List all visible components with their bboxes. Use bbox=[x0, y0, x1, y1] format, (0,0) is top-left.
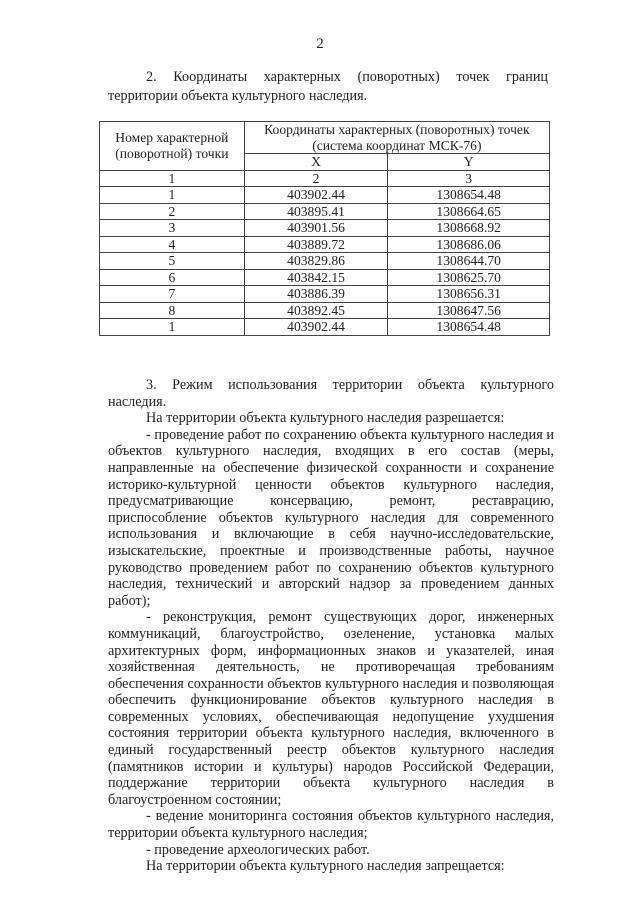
point-number: 1 bbox=[100, 319, 245, 336]
point-number: 4 bbox=[100, 236, 245, 253]
x-coordinate: 403902.44 bbox=[244, 187, 388, 204]
y-coordinate: 1308654.48 bbox=[388, 319, 550, 336]
x-coordinate: 403895.41 bbox=[244, 203, 388, 220]
header-coordinates-group: Координаты характерных (поворотных) точек (система координат МСК-76) bbox=[244, 122, 549, 154]
point-number: 3 bbox=[100, 220, 245, 237]
table-row bbox=[100, 286, 550, 303]
point-number: 7 bbox=[100, 286, 245, 303]
table-row bbox=[100, 220, 550, 237]
table-row bbox=[100, 319, 550, 336]
x-coordinate: 403842.15 bbox=[244, 269, 388, 286]
y-coordinate: 1308656.31 bbox=[388, 286, 550, 303]
table-row bbox=[100, 302, 550, 319]
coordinates-table bbox=[99, 121, 550, 336]
prohibited-intro: На территории объекта культурного наследия запрещается: bbox=[146, 858, 505, 875]
allowed-item: - ведение мониторинга состояния объектов культурного наследия, территории объекта культурного наследия; bbox=[108, 808, 554, 842]
x-coordinate: 403892.45 bbox=[244, 302, 388, 319]
point-number: 2 bbox=[100, 203, 245, 220]
y-coordinate: 1308625.70 bbox=[388, 269, 550, 286]
table-row bbox=[100, 269, 550, 286]
y-coordinate: 1308644.70 bbox=[388, 253, 550, 270]
x-coordinate: 403902.44 bbox=[244, 319, 388, 336]
header-point-number: Номер характерной (поворотной) точки bbox=[100, 122, 245, 171]
x-coordinate: 403889.72 bbox=[244, 236, 388, 253]
y-coordinate: 1308647.56 bbox=[388, 302, 550, 319]
section-2-heading: 2. Координаты характерных (поворотных) точек границ территории объекта культурного наследия. bbox=[108, 69, 548, 104]
index-cell: 3 bbox=[388, 170, 550, 187]
y-coordinate: 1308668.92 bbox=[388, 220, 550, 237]
header-x: X bbox=[244, 154, 388, 171]
y-coordinate: 1308664.65 bbox=[388, 203, 550, 220]
x-coordinate: 403886.39 bbox=[244, 286, 388, 303]
point-number: 5 bbox=[100, 253, 245, 270]
index-cell: 2 bbox=[244, 170, 388, 187]
index-cell: 1 bbox=[100, 170, 245, 187]
x-coordinate: 403829.86 bbox=[244, 253, 388, 270]
section-3-heading: 3. Режим использования территории объекта культурного наследия. bbox=[108, 377, 554, 410]
x-coordinate: 403901.56 bbox=[244, 220, 388, 237]
table-index-row bbox=[100, 170, 550, 187]
section-3-body bbox=[108, 377, 554, 875]
table-row bbox=[100, 203, 550, 220]
header-y: Y bbox=[388, 154, 550, 171]
allowed-item: - реконструкция, ремонт существующих дорог, инженерных коммуникаций, благоустройство, озеленение, установка малых архитектурных форм, информационных знаков и указателей, иная хозяйственная деятельность, не противоречащая требованиям обеспечения сохранности объектов культурного наследия и позволяющая обеспечить функционирование объектов культурного наследия в современных условиях, обеспечивающая недопущение ухудшения состояния территории объекта культурного наследия, включенного в единый государственный реестр объектов культурного наследия (памятников истории и культуры) народов Российской Федерации, поддержание территории объекта культурного наследия в благоустроенном состоянии; bbox=[108, 609, 554, 808]
y-coordinate: 1308686.06 bbox=[388, 236, 550, 253]
y-coordinate: 1308654.48 bbox=[388, 187, 550, 204]
point-number: 8 bbox=[100, 302, 245, 319]
allowed-intro: На территории объекта культурного наследия разрешается: bbox=[146, 410, 505, 427]
table-row bbox=[100, 187, 550, 204]
allowed-item: - проведение работ по сохранению объекта культурного наследия и объектов культурного наследия, входящих в его состав (меры, направленные на обеспечение физической сохранности и сохранение историко-культурной ценности объектов культурного наследия, предусматривающие консервацию, ремонт, реставрацию, приспособление объектов культурного наследия для современного использования и включающие в себя научно-исследовательские, изыскательские, проектные и производственные работы, научное руководство проведением работ по сохранению объектов культурного наследия, технический и авторский надзор за проведением данных работ); bbox=[108, 426, 554, 609]
page-number: 2 bbox=[316, 36, 324, 52]
table-row bbox=[100, 236, 550, 253]
allowed-item: - проведение археологических работ. bbox=[146, 841, 370, 858]
point-number: 6 bbox=[100, 269, 245, 286]
point-number: 1 bbox=[100, 187, 245, 204]
table-row bbox=[100, 253, 550, 270]
